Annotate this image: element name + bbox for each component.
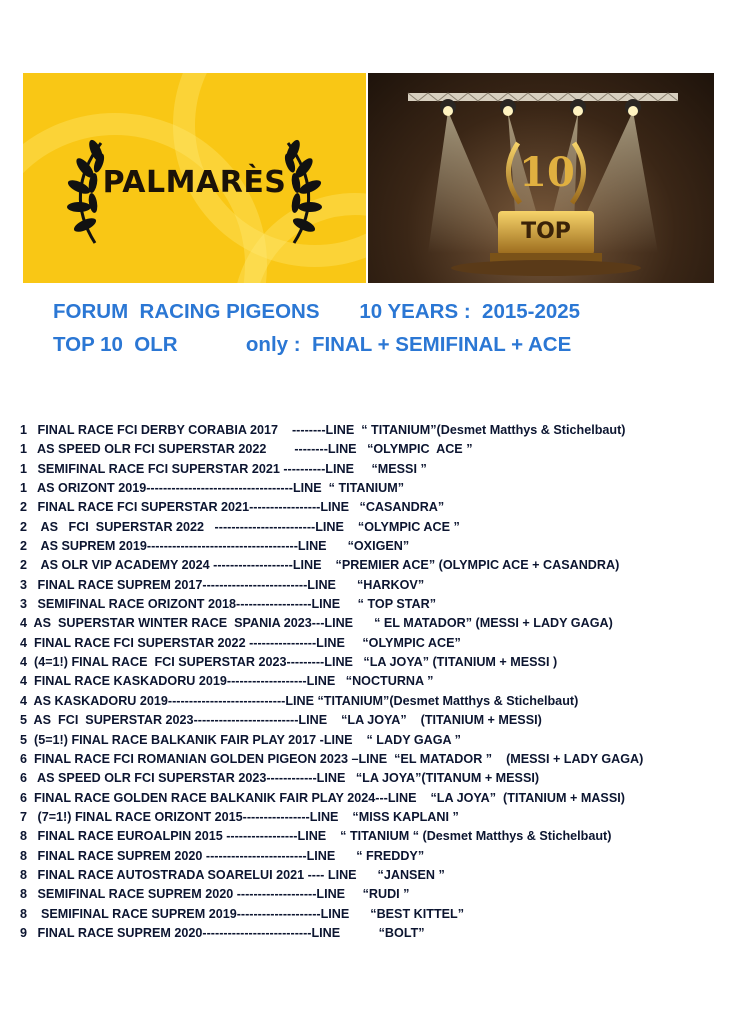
list-item: 7 (7=1!) FINAL RACE ORIZONT 2015----------------LINE “MISS KAPLANI ”	[20, 809, 459, 824]
list-item: 1 FINAL RACE FCI DERBY CORABIA 2017 --------LINE “ TITANIUM”(Desmet Matthys & Stichelbaut)	[20, 423, 626, 437]
list-item: 6 FINAL RACE GOLDEN RACE BALKANIK FAIR PLAY 2024---LINE “LA JOYA” (TITANIUM + MASSI)	[20, 790, 625, 805]
list-item: 8 FINAL RACE AUTOSTRADA SOARELUI 2021 ---- LINE “JANSEN ”	[20, 867, 445, 882]
list-item: 4 AS KASKADORU 2019----------------------------LINE “TITANIUM”(Desmet Matthys & Stichelbaut)	[20, 693, 579, 708]
list-item: 9 FINAL RACE SUPREM 2020--------------------------LINE “BOLT”	[20, 925, 425, 940]
top10-banner	[368, 73, 714, 283]
list-item: 4 AS SUPERSTAR WINTER RACE SPANIA 2023---LINE “ EL MATADOR” (MESSI + LADY GAGA)	[20, 616, 613, 631]
list-item: 8 FINAL RACE EUROALPIN 2015 -----------------LINE “ TITANIUM “ (Desmet Matthys & Stichelbaut)	[20, 829, 612, 844]
list-item: 1 AS SPEED OLR FCI SUPERSTAR 2022 --------LINE “OLYMPIC ACE ”	[20, 442, 473, 457]
palmares-title: PALMARÈS	[102, 165, 287, 200]
list-item: 2 FINAL RACE FCI SUPERSTAR 2021-----------------LINE “CASANDRA”	[20, 500, 445, 515]
headline-line-2: TOP 10 OLR only : FINAL + SEMIFINAL + ACE	[53, 333, 572, 356]
list-item: 1 AS ORIZONT 2019-----------------------------------LINE “ TITANIUM”	[20, 481, 404, 496]
list-item: 5 (5=1!) FINAL RACE BALKANIK FAIR PLAY 2017 -LINE “ LADY GAGA ”	[20, 732, 461, 747]
list-item: 8 FINAL RACE SUPREM 2020 ------------------------LINE “ FREDDY”	[20, 848, 425, 863]
ten-badge: 10	[519, 149, 575, 196]
list-item: 4 FINAL RACE KASKADORU 2019-------------------LINE “NOCTURNA ”	[20, 674, 434, 689]
list-item: 8 SEMIFINAL RACE SUPREM 2019--------------------LINE “BEST KITTEL”	[20, 906, 465, 921]
list-item: 2 AS SUPREM 2019------------------------------------LINE “OXIGEN”	[20, 539, 410, 554]
list-item: 3 FINAL RACE SUPREM 2017-------------------------LINE “HARKOV”	[20, 577, 425, 592]
list-item: 2 AS FCI SUPERSTAR 2022 ------------------------LINE “OLYMPIC ACE ”	[20, 519, 460, 534]
headline-line-1: FORUM RACING PIGEONS 10 YEARS : 2015-2025	[53, 300, 581, 323]
ranking-list	[20, 421, 735, 943]
list-item: 4 (4=1!) FINAL RACE FCI SUPERSTAR 2023---------LINE “LA JOYA” (TITANIUM + MESSI )	[20, 655, 558, 670]
list-item: 2 AS OLR VIP ACADEMY 2024 -------------------LINE “PREMIER ACE” (OLYMPIC ACE + CASANDRA)	[20, 558, 620, 573]
list-item: 8 SEMIFINAL RACE SUPREM 2020 -------------------LINE “RUDI ”	[20, 887, 410, 902]
palmares-banner	[23, 73, 366, 283]
list-item: 5 AS FCI SUPERSTAR 2023-------------------------LINE “LA JOYA” (TITANIUM + MESSI)	[20, 713, 542, 728]
list-item: 1 SEMIFINAL RACE FCI SUPERSTAR 2021 ----------LINE “MESSI ”	[20, 461, 427, 476]
list-item: 6 FINAL RACE FCI ROMANIAN GOLDEN PIGEON 2023 –LINE “EL MATADOR ” (MESSI + LADY GAGA)	[20, 751, 644, 766]
top-label: TOP	[521, 219, 571, 244]
list-item: 4 FINAL RACE FCI SUPERSTAR 2022 ----------------LINE “OLYMPIC ACE”	[20, 635, 461, 650]
list-item: 3 SEMIFINAL RACE ORIZONT 2018------------------LINE “ TOP STAR”	[20, 597, 437, 612]
list-item: 6 AS SPEED OLR FCI SUPERSTAR 2023------------LINE “LA JOYA”(TITANUM + MESSI)	[20, 771, 540, 786]
